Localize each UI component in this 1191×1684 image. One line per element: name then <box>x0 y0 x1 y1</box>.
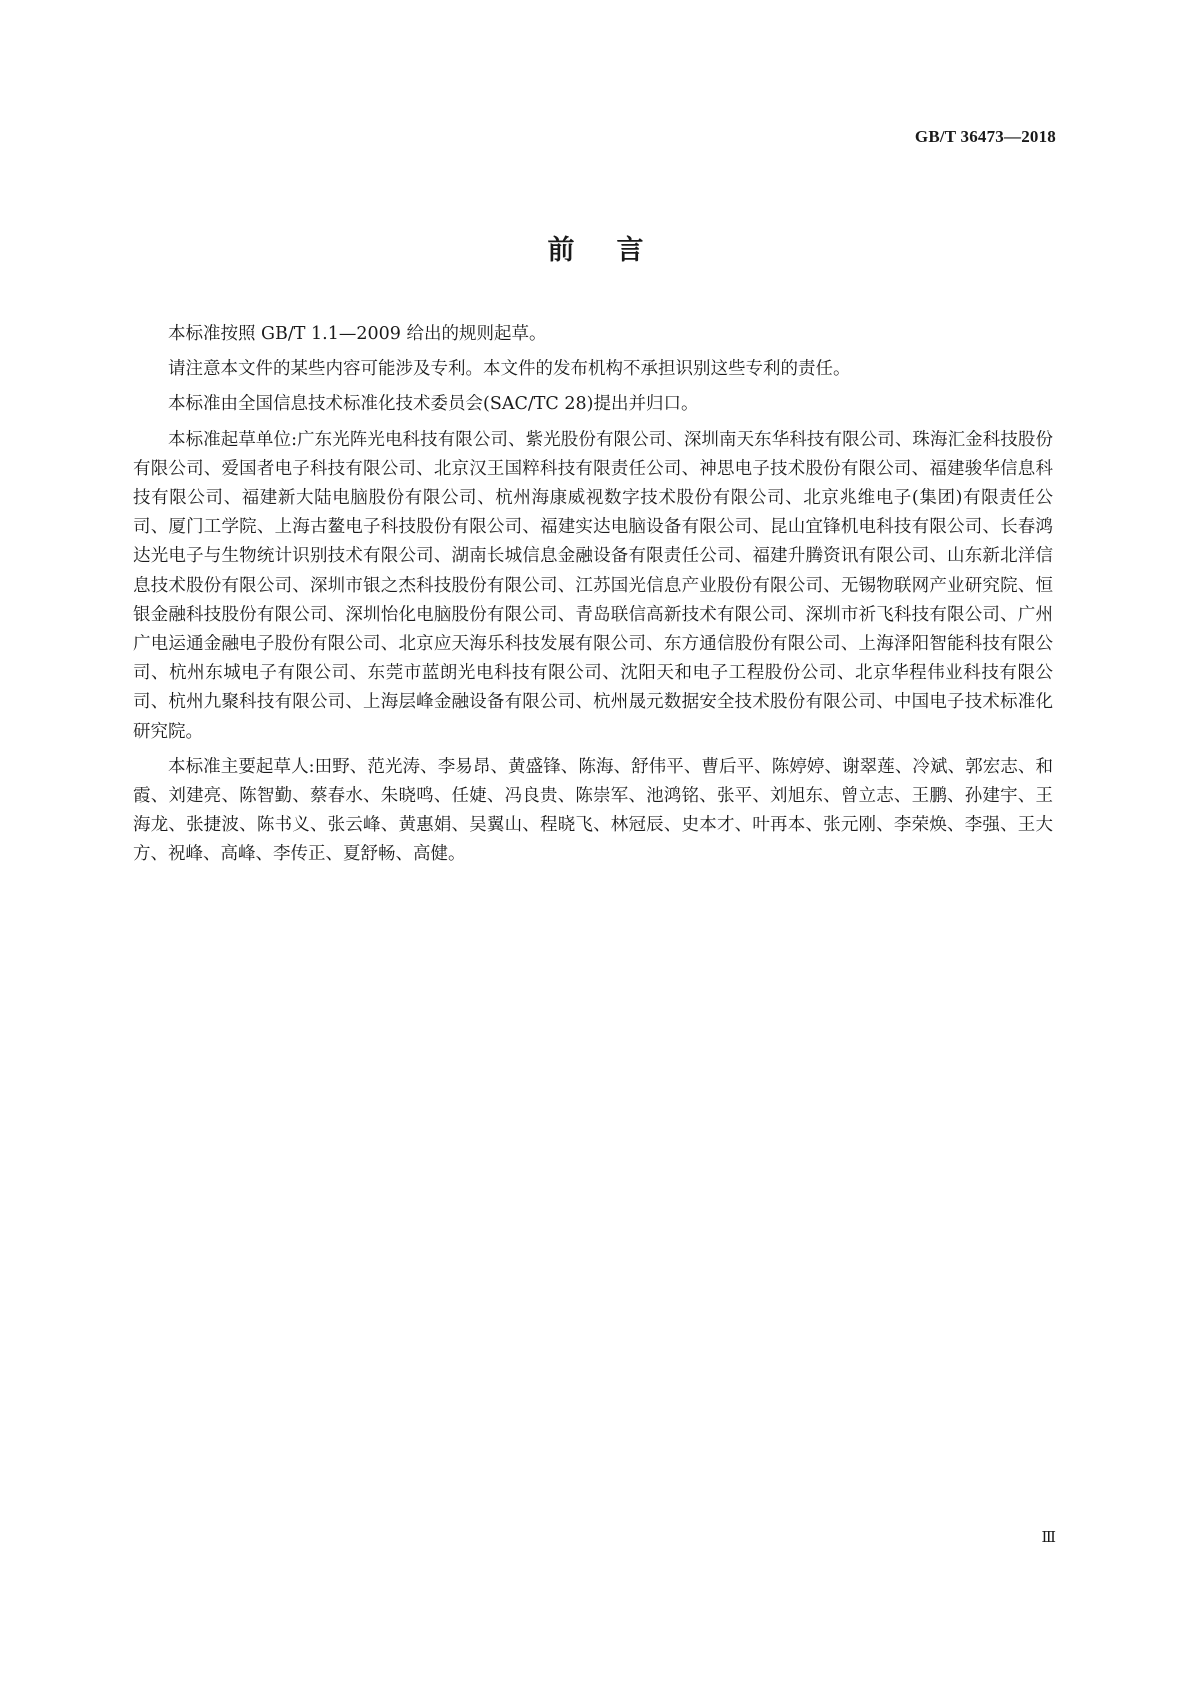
paragraph-drafting-units: 本标准起草单位:广东光阵光电科技有限公司、紫光股份有限公司、深圳南天东华科技有限公司、珠海汇金科技股份有限公司、爱国者电子科技有限公司、北京汉王国粹科技有限责任公司、神思电子技术股份有限公司、福建骏华信息科技有限公司、福建新大陆电脑股份有限公司、杭州海康威视数字技术股份有限公司、北京兆维电子(集团)有限责任公司、厦门工学院、上海古鳌电子科技股份有限公司、福建实达电脑设备有限公司、昆山宜锋机电科技有限公司、长春鸿达光电子与生物统计识别技术有限公司、湖南长城信息金融设备有限责任公司、福建升腾资讯有限公司、山东新北洋信息技术股份有限公司、深圳市银之杰科技股份有限公司、江苏国光信息产业股份有限公司、无锡物联网产业研究院、恒银金融科技股份有限公司、深圳怡化电脑股份有限公司、青岛联信高新技术有限公司、深圳市祈飞科技有限公司、广州广电运通金融电子股份有限公司、北京应天海乐科技发展有限公司、东方通信股份有限公司、上海泽阳智能科技有限公司、杭州东城电子有限公司、东莞市蓝朗光电科技有限公司、沈阳天和电子工程股份公司、北京华程伟业科技有限公司、杭州九聚科技有限公司、上海层峰金融设备有限公司、杭州晟元数据安全技术股份有限公司、中国电子技术标准化研究院。 <box>133 429 1053 742</box>
page-title: 前言 <box>547 235 686 266</box>
standard-number: GB/T 36473—2018 <box>914 127 1056 146</box>
paragraph-drafters: 本标准主要起草人:田野、范光涛、李易昂、黄盛锋、陈海、舒伟平、曹后平、陈婷婷、谢翠莲、冷斌、郭宏志、和霞、刘建亮、陈智勤、蔡春水、朱晓鸣、任婕、冯良贵、陈崇军、池鸿铭、张平、刘旭东、曾立志、王鹏、孙建宇、王海龙、张捷波、陈书义、张云峰、黄惠娟、吴翼山、程晓飞、林冠辰、史本才、叶再本、张元刚、李荣焕、李强、王大方、祝峰、高峰、李传正、夏舒畅、高健。 <box>133 756 1053 865</box>
page-number: Ⅲ <box>1041 1530 1056 1546</box>
paragraph-patent-notice: 请注意本文件的某些内容可能涉及专利。本文件的发布机构不承担识别这些专利的责任。 <box>168 359 851 380</box>
preface-body <box>133 320 1053 876</box>
paragraph-proposer: 本标准由全国信息技术标准化技术委员会(SAC/TC 28)提出并归口。 <box>168 394 699 415</box>
paragraph-drafting-rules: 本标准按照 GB/T 1.1—2009 给出的规则起草。 <box>168 324 547 344</box>
